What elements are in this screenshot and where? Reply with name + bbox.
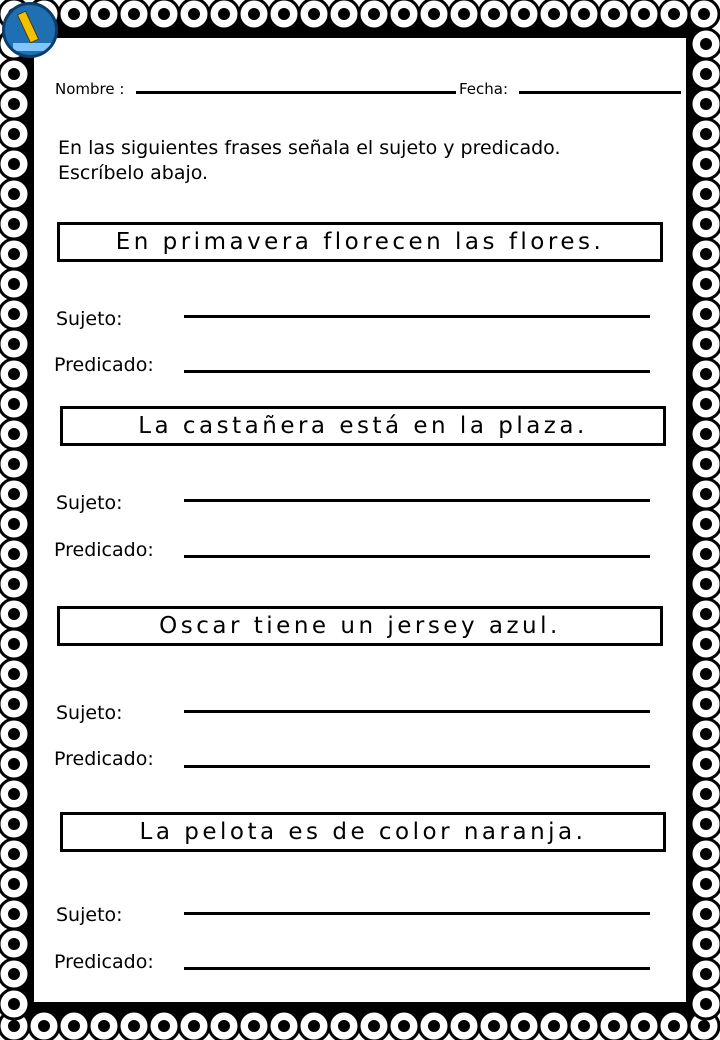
subject-label-2: Sujeto: [56, 492, 123, 514]
subject-answer-line-3[interactable] [184, 710, 650, 713]
predicate-label-1: Predicado: [54, 354, 154, 376]
predicate-label-4: Predicado: [54, 951, 154, 973]
name-label: Nombre : [55, 80, 125, 98]
date-label: Fecha: [459, 80, 509, 98]
predicate-answer-line-2[interactable] [184, 555, 650, 558]
instructions [58, 136, 658, 186]
predicate-label-2: Predicado: [54, 539, 154, 561]
predicate-answer-line-1[interactable] [184, 370, 650, 373]
subject-answer-line-4[interactable] [184, 912, 650, 915]
sentence-box-4: La pelota es de color naranja. [60, 812, 666, 852]
predicate-label-3: Predicado: [54, 748, 154, 770]
subject-answer-line-1[interactable] [184, 315, 650, 318]
instructions-line-1: En las siguientes frases señala el sujeto y predicado. [58, 137, 561, 159]
name-field-line[interactable] [136, 91, 456, 94]
sentence-box-2: La castañera está en la plaza. [60, 406, 666, 446]
sentence-box-3: Oscar tiene un jersey azul. [57, 606, 663, 646]
date-field-line[interactable] [519, 91, 681, 94]
subject-label-1: Sujeto: [56, 308, 123, 330]
subject-answer-line-2[interactable] [184, 499, 650, 502]
predicate-answer-line-4[interactable] [184, 967, 650, 970]
sentence-box-1: En primavera florecen las flores. [57, 222, 663, 262]
predicate-answer-line-3[interactable] [184, 765, 650, 768]
subject-label-3: Sujeto: [56, 702, 123, 724]
subject-label-4: Sujeto: [56, 904, 123, 926]
logo-icon [2, 2, 58, 58]
instructions-line-2: Escríbelo abajo. [58, 162, 209, 184]
